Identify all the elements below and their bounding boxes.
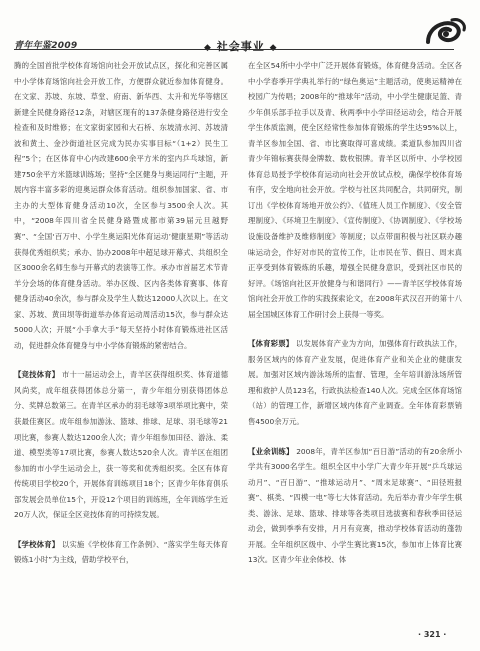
page-number: · 321 ·	[418, 630, 447, 639]
yearbook-label: 青年年鉴2009	[14, 41, 78, 51]
paragraph-amateur-training	[248, 444, 462, 568]
paragraph-school-sports	[14, 537, 228, 568]
paragraph-text: 市十一届运动会上，青羊区获得组织奖、体育道德风尚奖，成年组获得团体总分第一，青少年组分别获得团体总分、奖牌总数第三。在青羊区承办的羽毛球等3项举项比赛中，荣获最佳赛区。成年组参加游泳、篮球、排球、足球、羽毛球等21项比赛，参赛人数达1200余人次；青少年组参加田径、游泳、柔道、模型类等17项比赛，参赛人数达520余人次。青羊区在组团参加的市小学生运动会上，获一等奖和优秀组织奖。全区有体育传统项目学校20个，开展体育训练项目18个；区青少年体育俱乐部发展会员单位15个，开设12个项目的训练班，全年训练学生近20万人次，保证全区竞技体育的可持续发展。	[14, 370, 228, 520]
diamond-icon: ◆	[204, 43, 212, 53]
header-rule	[14, 49, 454, 50]
paragraph-school-sports-cont: 在全区54所中小学中广泛开展体育锻炼，体育健身活动。全区各中小学春季开学典礼举行的“绿色奥运”主题活动，使奥运精神在校园广为传唱；2008年的“推球年”活动，中小学生健康足篮、青少年俱乐部手拉手以及青、秋两季中小学田径运动会，结合开展学生体质监测，使全区经常性参加体育锻炼的学生达95%以上，青羊区参加全国、省、市比赛取得可喜成绩。柔道队参加四川省青少年锦标赛获得金牌数、数枚银牌。青羊区以所中、小学校园体育总局授予学校体育运动向社会开放试点校，确保学校体育场有序，安全地向社会开放。学校与社区共同配合，共同研究，制订出《学校体育场地开放公约》、《值班人员工作制度》、《安全管理制度》、《环境卫生制度》、《宣传制度》、《协调制度》、《学校场设施设备维护及维修制度》等制度；以点带面积极与社区联办趣味运动会，作好对市民的宣传工作，让市民在节、假日、周末真正享受到体育锻炼的乐趣，增强全民健身意识，受到社区市民的好评。《场馆向社区开放健身与和谐同行》——青羊区学校体育场馆向社会开放工作的实践探索论文，在2008年武汉召开的第十八届全国城区体育工作研讨会上获得一等奖。	[248, 61, 462, 319]
paragraph-community-sports: 腾的全国首批学校体育场馆向社会开放试点区，探化和完善区属中小学体育场馆向社会开放工作，方便群众就近参加体育健身。在文家、苏坡、东坡、草堂、府南、新华西、太升和光华等辖区新建全民健身路径12条，对辖区现有的137条健身路径进行安全检查和及时维修；在文家街家园和大石桥、东坡清水河、苏坡清波和黄土、金沙街道社区完成为民办实事目标“（1+2）民生工程”5个；在区体育中心内改建600余平方米的室内乒乓球馆，新建750余平方米篮球训练场；坚持“全区健身与奥运同行”主题，开展内容丰富多彩的迎奥运群众体育活动。组织参加国家、省、市主办的大型体育健身活动10次，全区参与3500余人次。其中，“2008年四川省全民健身路暨成都市第39届元旦越野赛”、“全国‘百万中、小学生奥运阳光体育运动’健康星期”等活动获得优秀组织奖；承办、协办2008年中超足球开幕式、共组织全区3000余名师生参与开幕式的表演等工作。承办市首届艺术节青羊分会场的体育健身活动。举办区级、区内各类体育赛事、体育健身活动40余次，参与群众及学生人数达12000人次以上。在文家、苏坡、黄田坝等街道举办体育运动周活动15次，参与群众达5000人次；开展“小手拿大手”每天坚持小时体育锻炼进社区活动，促进群众体育健身与中小学体育锻炼的紧密结合。	[14, 61, 228, 350]
page-header	[0, 0, 480, 53]
right-column	[248, 58, 462, 568]
paragraph-sports-lottery	[248, 336, 462, 429]
paragraph-text: 以发展体育产业为方向，加强体育行政执法工作，服务区域内的体育产业发展，促进体育产业和关企业的健康发展。加强对区域内游泳场所的监督、管理，全年培训游泳场所管理和救护人员123名，行政执法检查140人次。完成全区体育场馆（站）的管理工作，新增区域内体育产业调查。全年体育彩票销售4500余万元。	[248, 339, 462, 427]
diamond-icon: ◆	[269, 43, 278, 53]
paragraph-competitive-sports	[14, 367, 228, 522]
section-title	[204, 38, 278, 54]
left-column	[14, 58, 228, 568]
section-title-text: 社会事业	[216, 40, 265, 53]
paragraph-text: 2008年，青羊区参加“百日游”活动的有20余所小学共有3000名学生。组织全区中小学广大青少年开展“乒乓球运动月”、“百日游”、“推球运动月”、“周末足球赛”、“田径班报赛”、棋类、“四模一电”等七大体育活动。先后举办青少年学生棋类、游泳、足球、篮球、排球等各类项目选拔赛和春秋季田径运动会，做到季季有安排，月月有竞赛，推动学校体育活动的蓬勃开展。全年组织区级中、小学生赛比赛15次，参加市上体育比赛13次。区青少年业余体校、体	[248, 446, 463, 565]
section-key: 【业余训练】	[248, 446, 294, 456]
section-key: 【体育彩票】	[248, 339, 294, 349]
section-key: 【竞技体育】	[14, 370, 60, 380]
paragraph-text: 以实施《学校体育工作条例》、“落实学生每天体育锻炼1小时”为主线，借助学校平台，	[14, 539, 228, 565]
section-key: 【学校体育】	[14, 539, 60, 549]
swirl-logo-icon	[422, 14, 468, 48]
